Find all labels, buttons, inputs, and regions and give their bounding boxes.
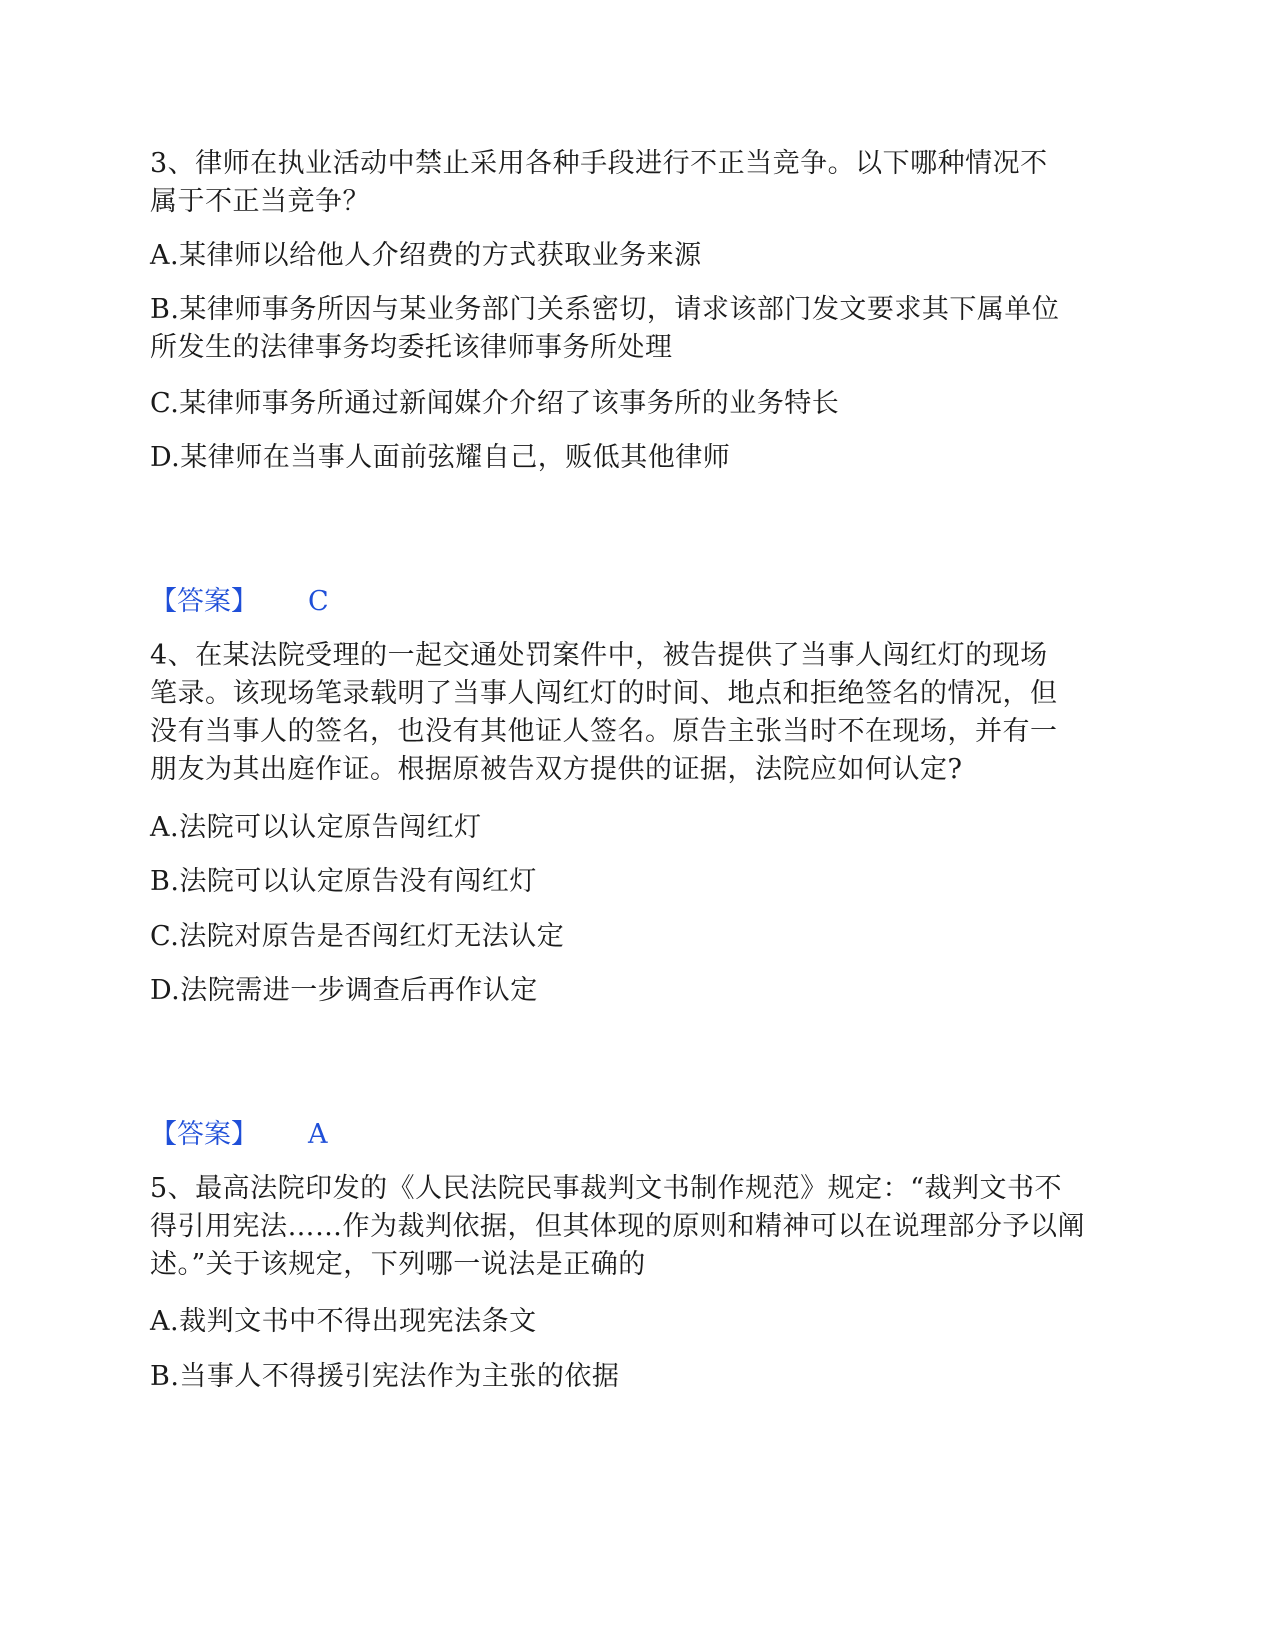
- q5-stem-line-1: 5、最高法院印发的《人民法院民事裁判文书制作规范》规定：“裁判文书不: [150, 1173, 1062, 1204]
- q3-answer-label: 【答案】: [150, 586, 258, 617]
- q3-option-b-line-1: B.某律师事务所因与某业务部门关系密切，请求该部门发文要求其下属单位: [150, 294, 1060, 325]
- q4-stem-line-4: 朋友为其出庭作证。根据原被告双方提供的证据，法院应如何认定?: [150, 754, 963, 785]
- q4-option-d: D.法院需进一步调查后再作认定: [150, 975, 538, 1006]
- q4-option-a: A.法院可以认定原告闯红灯: [150, 812, 482, 843]
- q5-option-b: B.当事人不得援引宪法作为主张的依据: [150, 1361, 620, 1392]
- q4-stem-line-3: 没有当事人的签名，也没有其他证人签名。原告主张当时不在现场，并有一: [150, 716, 1058, 747]
- q3-option-b-line-2: 所发生的法律事务均委托该律师事务所处理: [150, 332, 673, 363]
- q3-answer: [150, 582, 329, 622]
- q4-option-b: B.法院可以认定原告没有闯红灯: [150, 866, 537, 897]
- q4-stem-line-2: 笔录。该现场笔录载明了当事人闯红灯的时间、地点和拒绝签名的情况，但: [150, 678, 1058, 709]
- q5-option-a: A.裁判文书中不得出现宪法条文: [150, 1306, 537, 1337]
- q3-stem-line-1: 3、律师在执业活动中禁止采用各种手段进行不正当竞争。以下哪种情况不: [150, 148, 1048, 179]
- q4-stem-line-1: 4、在某法院受理的一起交通处罚案件中，被告提供了当事人闯红灯的现场: [150, 640, 1048, 671]
- q4-answer-label: 【答案】: [150, 1119, 258, 1150]
- q3-stem-line-2: 属于不正当竞争？: [150, 186, 370, 217]
- q5-stem-line-2: 得引用宪法……作为裁判依据，但其体现的原则和精神可以在说理部分予以阐: [150, 1211, 1085, 1242]
- q3-option-c: C.某律师事务所通过新闻媒介介绍了该事务所的业务特长: [150, 388, 840, 419]
- q5-stem-line-3: 述。”关于该规定，下列哪一说法是正确的: [150, 1249, 646, 1280]
- q3-option-a: A.某律师以给他人介绍费的方式获取业务来源: [150, 240, 702, 271]
- q4-answer: [150, 1115, 328, 1155]
- q4-answer-value: A: [308, 1119, 328, 1150]
- q3-answer-value: C: [308, 586, 329, 617]
- q3-option-d: D.某律师在当事人面前弦耀自己，贩低其他律师: [150, 442, 731, 473]
- q4-option-c: C.法院对原告是否闯红灯无法认定: [150, 921, 565, 952]
